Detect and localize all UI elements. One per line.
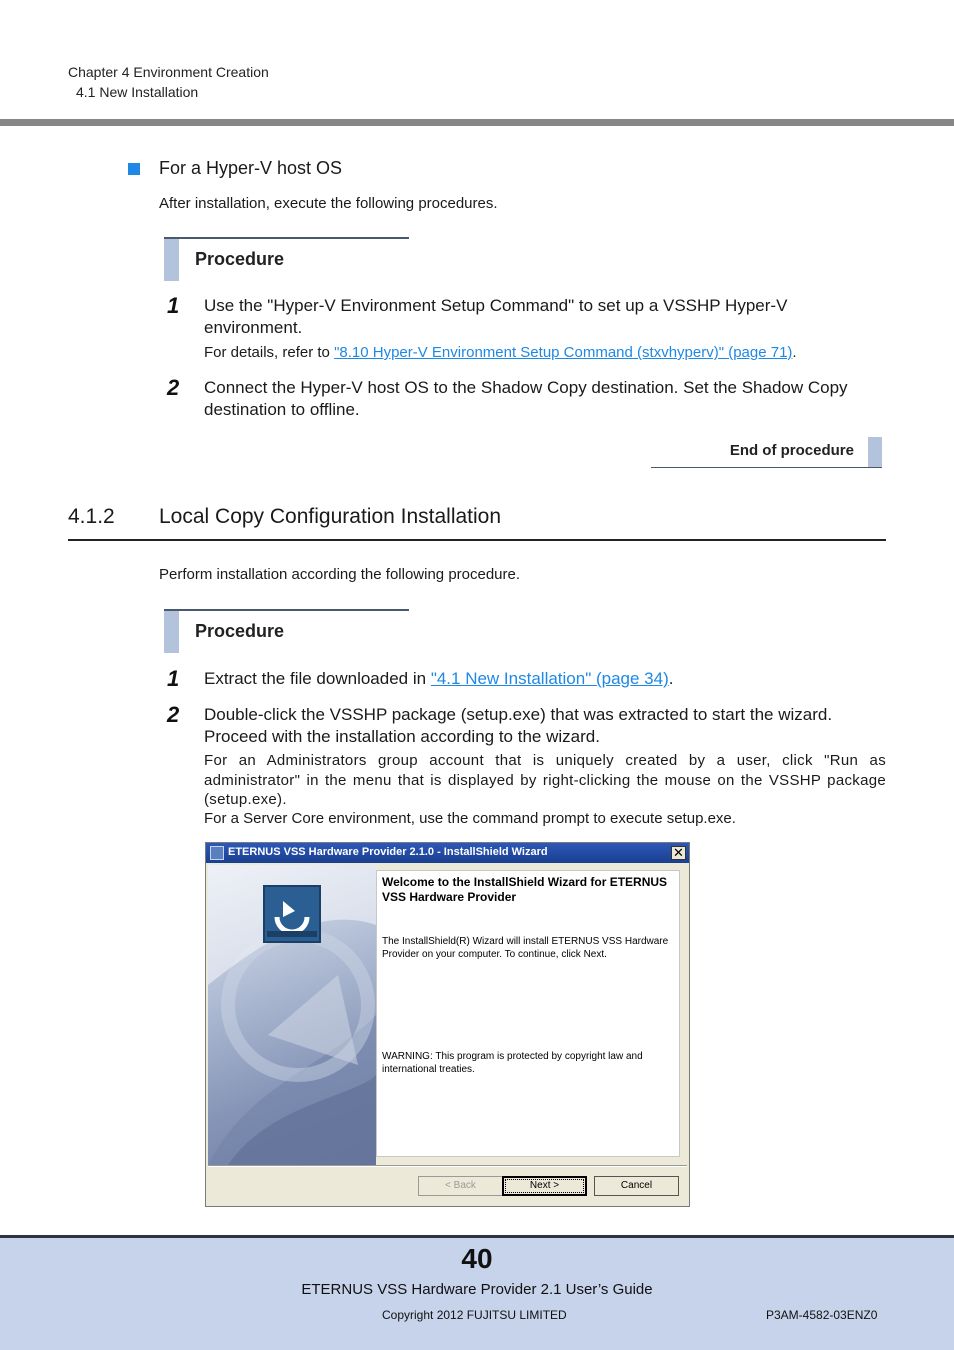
wizard-side-art: [208, 865, 376, 1165]
step-number: 2: [167, 375, 180, 400]
end-of-procedure-bar: [868, 437, 882, 467]
header-rule: [0, 119, 954, 126]
header-chapter: Chapter 4 Environment Creation: [68, 64, 269, 80]
header-section: 4.1 New Installation: [76, 84, 199, 100]
note-prefix: For details, refer to: [204, 344, 335, 361]
footer-copyright: Copyright 2012 FUJITSU LIMITED: [382, 1308, 567, 1322]
next-button[interactable]: Next >: [502, 1176, 587, 1196]
hyperv-intro: After installation, execute the following procedures.: [159, 195, 498, 212]
wizard-welcome-title: Welcome to the InstallShield Wizard for ETERNUS VSS Hardware Provider: [382, 875, 668, 904]
end-of-procedure: [651, 437, 882, 468]
step-text: Connect the Hyper-V host OS to the Shadow Copy destination. Set the Shadow Copy destination to offline.: [204, 378, 848, 419]
section-title: Local Copy Configuration Installation: [159, 505, 502, 528]
wizard-warning-text: WARNING: This program is protected by copyright law and international treaties.: [382, 1051, 643, 1075]
procedure-header-2: [164, 609, 409, 653]
procedure-label: Procedure: [195, 621, 285, 641]
wizard-title: ETERNUS VSS Hardware Provider 2.1.0 - InstallShield Wizard: [228, 846, 548, 858]
step-note-server-core: For a Server Core environment, use the command prompt to execute setup.exe.: [204, 810, 736, 827]
wizard-title-bar: [206, 843, 689, 863]
step-number: 1: [167, 666, 180, 691]
step-text: Use the "Hyper-V Environment Setup Command" to set up a VSSHP Hyper-V environment.: [204, 296, 788, 337]
procedure-header-1: [164, 237, 409, 281]
back-button[interactable]: < Back: [418, 1176, 503, 1196]
app-icon: [210, 846, 224, 860]
step-text: Double-click the VSSHP package (setup.exe) that was extracted to start the wizard. Proceed with the installation according to the wizard.: [204, 705, 833, 746]
installshield-logo-icon: [263, 885, 321, 943]
section-number: 4.1.2: [68, 505, 115, 528]
step-note: [204, 343, 886, 363]
hyperv-heading: For a Hyper-V host OS: [159, 158, 343, 178]
footer-doc-code: P3AM-4582-03ENZ0: [766, 1308, 878, 1322]
wizard-body-text: The InstallShield(R) Wizard will install ETERNUS VSS Hardware Provider on your computer. To continue, click Next.: [382, 936, 669, 960]
wizard-separator: [208, 1165, 687, 1167]
page-number: 40: [461, 1243, 493, 1274]
procedure-label: Procedure: [195, 249, 285, 269]
note-suffix: .: [792, 344, 797, 361]
link-hyperv-setup-command[interactable]: "8.10 Hyper-V Environment Setup Command (stxvhyperv)" (page 71): [334, 344, 793, 361]
link-new-installation[interactable]: "4.1 New Installation" (page 34): [430, 669, 669, 688]
footer-guide-title: ETERNUS VSS Hardware Provider 2.1 User’s Guide: [301, 1281, 653, 1298]
square-bullet-icon: [128, 163, 140, 175]
procedure-bar: [164, 611, 179, 653]
step-text: [204, 668, 886, 690]
step-text-prefix: Extract the file downloaded in: [204, 669, 431, 688]
close-icon[interactable]: ✕: [671, 846, 686, 860]
cancel-button[interactable]: Cancel: [594, 1176, 679, 1196]
wizard-content-panel: [376, 870, 680, 1157]
step-number: 1: [167, 293, 180, 318]
section-intro: Perform installation according the following procedure.: [159, 566, 521, 583]
step-note-admin: For an Administrators group account that is uniquely created by a user, click "Run as administrator" in the menu that is displayed by right-clicking the mouse on the VSSHP package (setup.exe).: [204, 752, 886, 808]
step-number: 2: [167, 702, 180, 727]
procedure-bar: [164, 239, 179, 281]
step-text-suffix: .: [668, 669, 674, 688]
end-of-procedure-label: End of procedure: [729, 442, 854, 459]
installshield-wizard-window: [205, 842, 690, 1207]
section-rule: [68, 539, 886, 541]
